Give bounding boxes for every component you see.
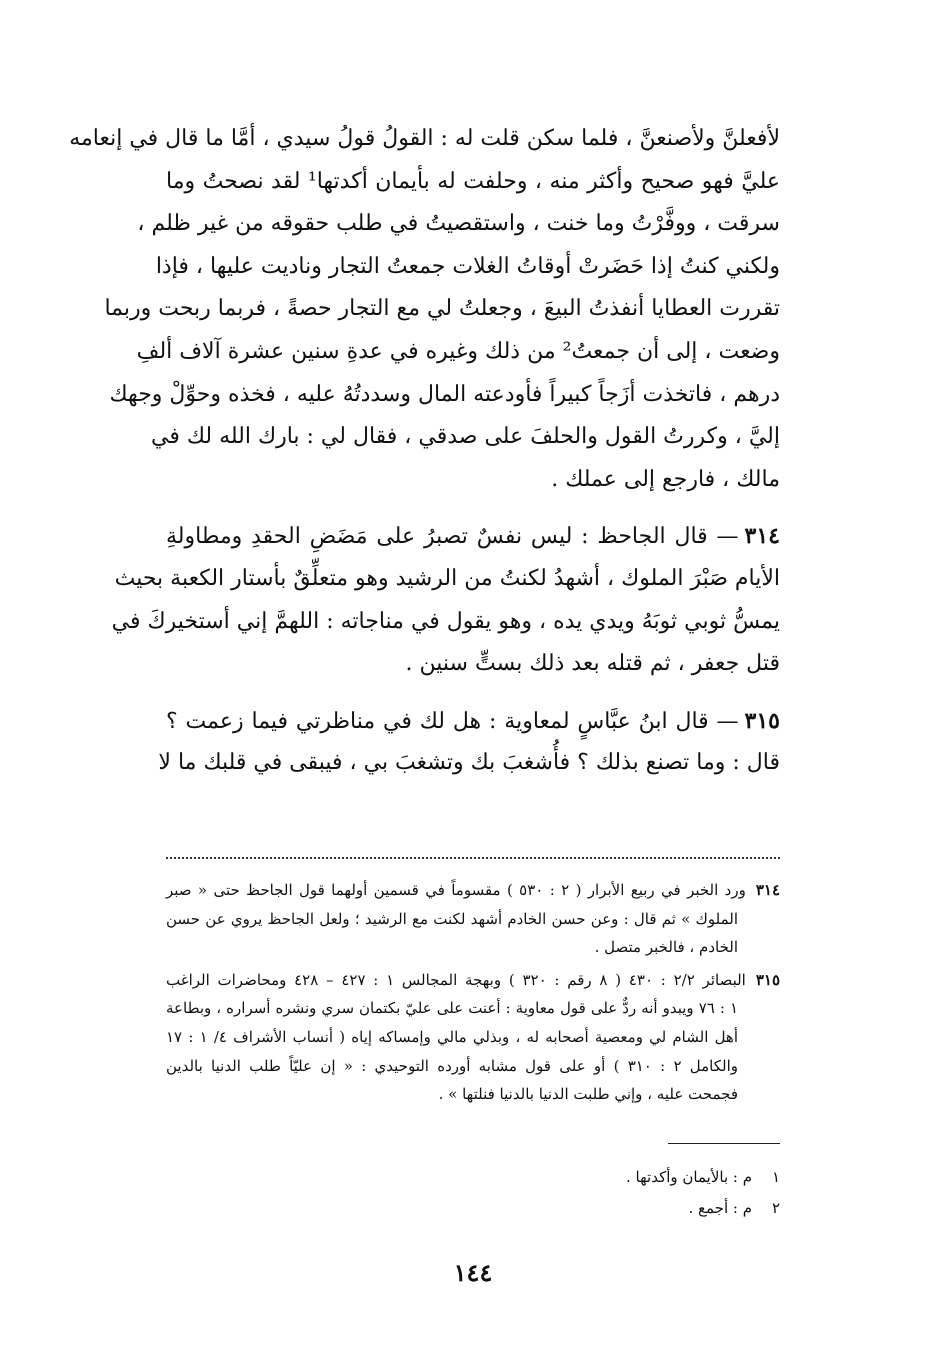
- body-line: قال : وما تصنع بذلك ؟ فأُشغبَ بك وتشغبَ بي ، فيبقى في قلبك ما لا: [158, 750, 780, 776]
- body-line: درهم ، فاتخذت أزَجاً كبيراً فأودعته المال وسددتُهُ عليه ، فخذه وحوِّلْ وجهك: [109, 381, 780, 407]
- footnote-1: ١م : بالأيمان وأكدتها .: [166, 1162, 780, 1193]
- main-text: [69, 118, 780, 785]
- note-314-first-line: ٣١٤ورد الخبر في ربيع الأبرار ( ٢ : ٥٣٠ ) مقسوماً في قسمين أولهما قول الجاحظ حتى « صبر: [166, 881, 780, 899]
- note-line: فجمحت عليه ، وإني طلبت الدنيا بالدنيا فنلتها » .: [438, 1085, 738, 1104]
- footnotes: [166, 1162, 780, 1224]
- paragraph-315-first-line: ٣١٥— قال ابنُ عبَّاسٍ لمعاوية : هل لك في مناظرتي فيما زعمت ؟: [166, 707, 780, 734]
- page-number: ١٤٤: [453, 1258, 493, 1287]
- footnote-rule: [668, 1143, 780, 1144]
- body-line: إليَّ ، وكررتُ القول والحلفَ على صدقي ، فقال لي : بارك الله لك في: [150, 424, 780, 450]
- note-315-first-line: ٣١٥البصائر ٢/٢ : ٤٣٠ ( ٨ رقم : ٣٢٠ ) وبهجة المجالس ١ : ٤٢٧ – ٤٢٨ ومحاضرات الراغب: [166, 970, 781, 989]
- commentary-notes: [166, 876, 780, 1109]
- paragraph-number: ٣١٤: [744, 523, 780, 550]
- note-line: الملوك » ثم قال : وعن حسن الخادم أشهد لكنت مع الرشيد ؛ ولعل الجاحظ يروي عن حسن: [166, 909, 738, 928]
- paragraph-number: ٣١٥: [744, 707, 780, 734]
- note-line: والكامل ٢ : ٣١٠ ) أو على قول مشابه أورده التوحيدي : « إن عليّاً طلب الدنيا بالدين: [166, 1056, 738, 1075]
- note-line: ١ : ٧٦ ويبدو أنه ردٌّ على قول معاوية : أعنت على عليّ بكتمان سري ونشره أسراره ، وبطاعة: [166, 999, 738, 1018]
- note-line: أهل الشام لي ومعصية أصحابه له ، وبذلي مالي وإمساكه إياه ( أنساب الأشراف ٤/ ١ : ١٧: [166, 1027, 739, 1046]
- body-line: مالك ، فارجع إلى عملك .: [551, 466, 780, 492]
- footnote-number: ٢: [771, 1199, 780, 1217]
- body-line: الأيام صَبْرَ الملوك ، أشهدُ لكنتُ من الرشيد وهو متعلِّقٌ بأستار الكعبة بحيث: [114, 565, 780, 591]
- body-line: عليَّ فهو صحيح وأكثر منه ، وحلفت له بأيمان أكدتها¹ لقد نصحتُ وما: [166, 168, 780, 194]
- body-line: قتل جعفر ، ثم قتله بعد ذلك بستٍّ سنين .: [405, 651, 780, 677]
- paragraph-314-first-line: ٣١٤— قال الجاحظ : ليس نفسٌ تصبرُ على مَضَضِ الحقدِ ومطاولةِ: [166, 523, 780, 550]
- note-number: ٣١٤: [755, 881, 780, 899]
- body-line: تقررت العطايا أنفذتُ البيعَ ، وجعلتُ لي مع التجار حصةً ، فربما ربحت وربما: [104, 296, 780, 322]
- footnote-number: ١: [771, 1168, 780, 1186]
- note-line: الخادم ، فالخبر متصل .: [594, 938, 738, 957]
- body-line: ولكني كنتُ إذا حَضَرتْ أوقاتُ الغلات جمعتُ التجار وناديت عليها ، فإذا: [155, 253, 780, 279]
- footnote-2: ٢م : أجمع .: [166, 1193, 780, 1224]
- body-line: سرقت ، ووفَّرْتُ وما خنت ، واستقصيتُ في طلب حقوقه من غير ظلم ،: [137, 211, 780, 237]
- body-line: وضعت ، إلى أن جمعتُ² من ذلك وغيره في عدةِ سنين عشرة آلاف ألفِ: [136, 338, 780, 364]
- dotted-separator: [166, 857, 780, 859]
- note-number: ٣١٥: [755, 970, 781, 989]
- body-line: لأفعلنَّ ولأصنعنَّ ، فلما سكن قلت له : القولُ قولُ سيدي ، أمَّا ما قال في إنعامه: [69, 126, 780, 151]
- body-line: يمسُّ ثوبي ثوبَهُ ويدي يده ، وهو يقول في مناجاته : اللهمَّ إني أستخيركَ في: [111, 608, 780, 634]
